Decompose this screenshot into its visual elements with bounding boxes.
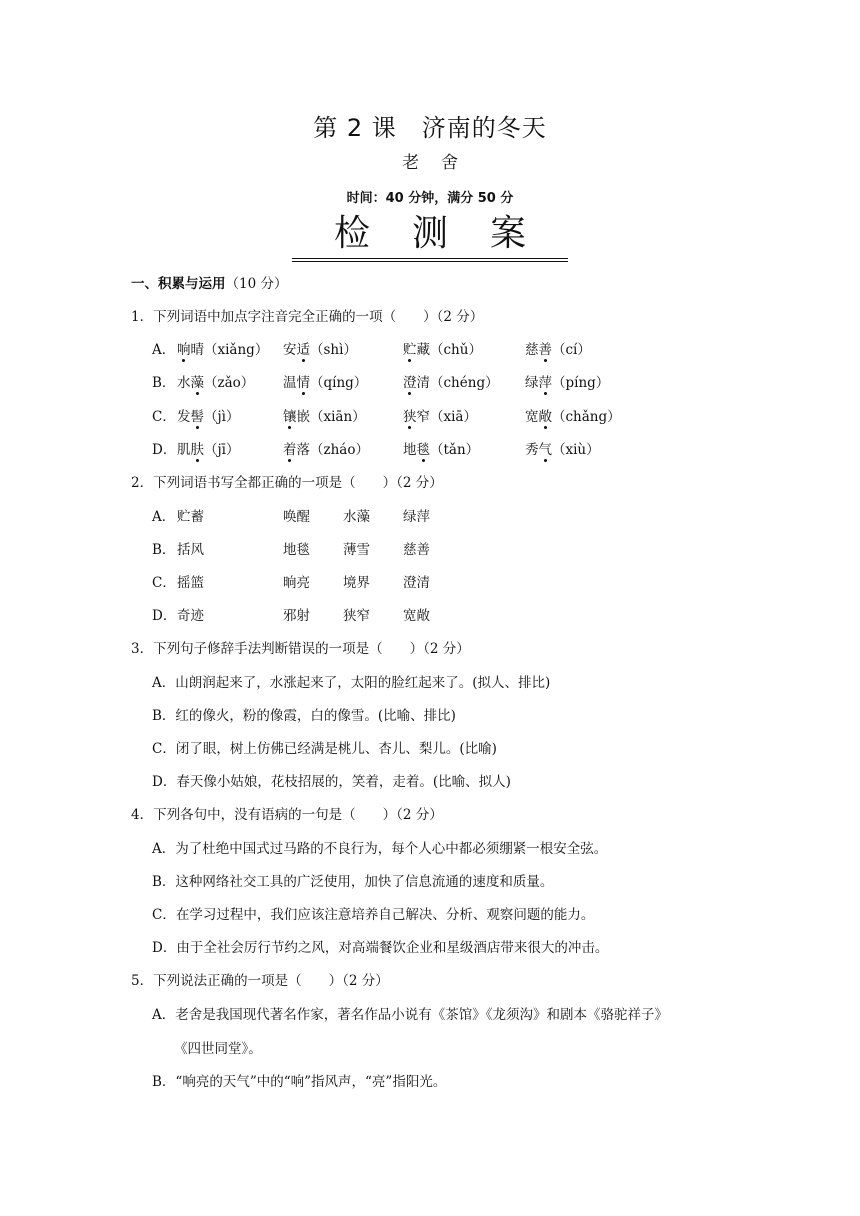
question-2-word: 括风: [177, 542, 204, 558]
question-2-word: 境界: [343, 575, 370, 591]
question-2-word: 奇迹: [177, 608, 204, 624]
question-4-option-d: D．由于全社会厉行节约之风，对高端餐饮企业和星级酒店带来很大的冲击。: [152, 940, 609, 956]
question-1-word: 地毯（tǎn）: [403, 442, 480, 458]
question-2-word: 邪射: [283, 608, 310, 624]
banner-text: 检测案: [292, 212, 568, 262]
question-2-word: 绿萍: [403, 509, 430, 525]
question-1-stem: 1．下列词语中加点字注音完全正确的一项（ ）（2 分）: [131, 309, 484, 325]
question-3-option-d: D．春天像小姑娘，花枝招展的，笑着，走着。(比喻、拟人): [152, 774, 511, 790]
question-2-word: 狭窄: [343, 608, 370, 624]
question-1-word: 慈善（cí）: [525, 342, 591, 358]
section-heading: [131, 275, 287, 293]
question-1-word: 秀气（xiù）: [525, 442, 600, 458]
question-2-word: 贮蓄: [177, 509, 204, 525]
question-4-option-a: A．为了杜绝中国式过马路的不良行为，每个人心中都必须绷紧一根安全弦。: [152, 841, 608, 857]
question-1-word: 澄清（chéng）: [403, 375, 499, 391]
question-5-stem: 5．下列说法正确的一项是（ ）（2 分）: [131, 973, 389, 989]
question-1-word: 镶嵌（xiān）: [283, 409, 366, 425]
question-1-word: 贮藏（chǔ）: [403, 342, 482, 358]
banner: [0, 212, 860, 262]
question-1-word: 狭窄（xiā）: [403, 409, 477, 425]
question-1-option-letter: D．: [152, 442, 177, 458]
question-5-option-a: A．老舍是我国现代著名作家，著名作品小说有《茶馆》《龙须沟》和剧本《骆驼祥子》: [152, 1007, 668, 1023]
question-1-word: 绿萍（píng）: [525, 375, 610, 391]
question-2-word: 慈善: [403, 542, 430, 558]
question-3-stem: 3．下列句子修辞手法判断错误的一项是（ ）（2 分）: [131, 641, 470, 657]
section-label: 一、积累与运用: [131, 276, 226, 292]
section-score: （10 分）: [225, 276, 288, 292]
question-4-option-c: C．在学习过程中，我们应该注意培养自己解决、分析、观察问题的能力。: [152, 907, 595, 923]
question-1-word: 安适（shì）: [283, 342, 357, 358]
question-1-option-letter: C．: [152, 409, 176, 425]
question-5-option-a-continued: 《四世同堂》。: [174, 1041, 262, 1057]
question-4-option-b: B．这种网络社交工具的广泛使用，加快了信息流通的速度和质量。: [152, 874, 554, 890]
lesson-title: 第 2 课 济南的冬天: [313, 114, 547, 142]
question-2-stem: 2．下列词语书写全都正确的一项是（ ）（2 分）: [131, 475, 443, 491]
question-1-word: 发髻（jì）: [177, 409, 240, 425]
question-2-word: 水藻: [343, 509, 370, 525]
question-2-word: 摇篮: [177, 575, 204, 591]
question-2-option-letter: B．: [152, 542, 176, 558]
question-1-word: 肌肤（jī）: [177, 442, 240, 458]
question-1-word: 宽敞（chǎng）: [525, 409, 621, 425]
question-2-word: 唤醒: [283, 509, 310, 525]
question-2-word: 澄清: [403, 575, 430, 591]
time-and-score: 时间：40 分钟，满分 50 分: [346, 191, 514, 206]
question-5-option-b: B．“响亮的天气”中的“响”指风声，“亮”指阳光。: [152, 1074, 447, 1090]
question-2-word: 晌亮: [283, 575, 310, 591]
question-2-option-letter: C．: [152, 575, 176, 591]
question-1-word: 着落（zháo）: [283, 442, 369, 458]
question-1-word: 温情（qíng）: [283, 375, 368, 391]
question-2-option-letter: D．: [152, 608, 177, 624]
question-3-option-b: B．红的像火，粉的像霞，白的像雪。(比喻、排比): [152, 708, 456, 724]
question-1-word: 响晴（xiǎng）: [177, 342, 269, 358]
question-1-option-letter: B．: [152, 375, 176, 391]
question-1-word: 水藻（zǎo）: [177, 375, 255, 391]
question-4-stem: 4．下列各句中，没有语病的一句是（ ）（2 分）: [131, 807, 443, 823]
question-3-option-c: C．闭了眼，树上仿佛已经满是桃儿、杏儿、梨儿。(比喻): [152, 741, 497, 757]
question-3-option-a: A．山朗润起来了，水涨起来了，太阳的脸红起来了。(拟人、排比): [152, 675, 551, 691]
question-2-word: 地毯: [283, 542, 310, 558]
author-name: 老舍: [402, 153, 480, 173]
question-2-word: 薄雪: [343, 542, 370, 558]
question-2-word: 宽敞: [403, 608, 430, 624]
question-1-option-letter: A．: [152, 342, 176, 358]
question-2-option-letter: A．: [152, 509, 176, 525]
